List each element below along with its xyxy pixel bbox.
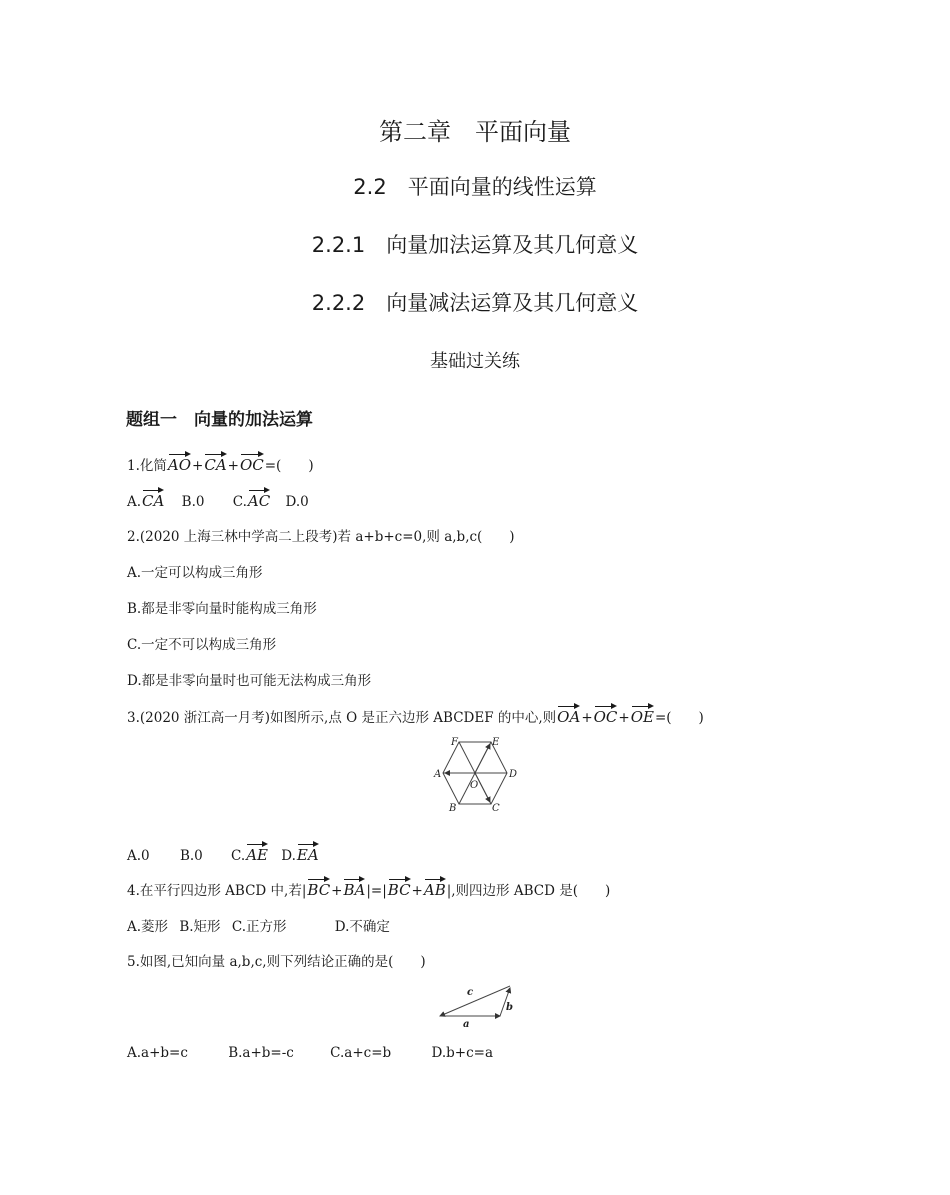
- vector-ab: AB: [424, 876, 446, 899]
- label-d: D: [509, 769, 518, 780]
- option-b: B.0: [179, 848, 203, 864]
- label-a: A: [434, 769, 442, 780]
- q2-option-a: A.一定可以构成三角形: [127, 565, 263, 581]
- vector-oc: OC: [240, 451, 264, 474]
- q2-option-b: B.都是非零向量时能构成三角形: [127, 601, 317, 617]
- label-c: c: [467, 987, 474, 998]
- question-1: [127, 451, 314, 474]
- practice-title: 基础过关练: [430, 351, 520, 372]
- option-d: D.b+c=a: [431, 1045, 493, 1061]
- group-title: 题组一 向量的加法运算: [126, 410, 313, 430]
- label-c: C: [492, 803, 500, 814]
- question-5: 5.如图,已知向量 a,b,c,则下列结论正确的是( ): [127, 954, 426, 970]
- option-c: C.a+c=b: [330, 1045, 392, 1061]
- q2-option-c: C.一定不可以构成三角形: [127, 637, 277, 653]
- q1-options: [127, 487, 309, 510]
- q5-options: [127, 1045, 493, 1061]
- q4-prefix: 4.在平行四边形 ABCD 中,若|: [127, 883, 307, 899]
- subsection-title-2: 2.2.2 向量减法运算及其几何意义: [311, 291, 639, 315]
- vector-ae: AE: [246, 841, 268, 864]
- option-c: C.正方形: [231, 919, 287, 935]
- chapter-title: 第二章 平面向量: [379, 118, 571, 146]
- option-d: D.不确定: [334, 919, 390, 935]
- vector-ca: CA: [204, 451, 226, 474]
- vector-ba: BA: [343, 876, 365, 899]
- q2-option-d: D.都是非零向量时也可能无法构成三角形: [127, 673, 372, 689]
- q4-options: [127, 915, 390, 935]
- vector-ea: EA: [297, 841, 319, 864]
- arrow-c: [440, 986, 510, 1016]
- plus-sign: +: [581, 710, 593, 726]
- vector-oe: OE: [631, 703, 654, 726]
- question-4: [127, 876, 610, 899]
- label-f: F: [451, 737, 458, 748]
- vector-oa: OA: [557, 703, 580, 726]
- option-c: C.: [231, 848, 246, 864]
- label-e: E: [492, 737, 500, 748]
- label-a: a: [463, 1019, 470, 1030]
- option-d: D.: [281, 848, 296, 864]
- option-a: A.a+b=c: [127, 1045, 188, 1061]
- label-b: B: [449, 803, 457, 814]
- question-3: [127, 703, 704, 726]
- option-b: B.0: [181, 494, 205, 510]
- plus-sign: +: [227, 458, 239, 474]
- vector-ca: CA: [142, 487, 164, 510]
- vector-ac: AC: [248, 487, 270, 510]
- option-c: C.: [232, 494, 247, 510]
- triangle-figure: [430, 978, 525, 1030]
- plus-sign: +: [192, 458, 204, 474]
- section-title: 2.2 平面向量的线性运算: [353, 175, 597, 199]
- plus-sign: +: [331, 883, 343, 899]
- plus-sign: +: [411, 883, 423, 899]
- plus-sign: +: [618, 710, 630, 726]
- subsection-title-1: 2.2.1 向量加法运算及其几何意义: [311, 233, 639, 257]
- q4-mid: |=|: [366, 883, 387, 899]
- q4-suffix: |,则四边形 ABCD 是( ): [446, 883, 611, 899]
- q3-prefix: 3.(2020 浙江高一月考)如图所示,点 O 是正六边形 ABCDEF 的中心,则: [127, 710, 557, 726]
- vector-ao: AO: [168, 451, 191, 474]
- option-a: A.: [127, 494, 142, 510]
- q1-prefix: 1.化简: [127, 458, 167, 474]
- hexagon-figure: [425, 733, 525, 819]
- q1-suffix: =( ): [264, 458, 314, 474]
- option-a: A.0: [127, 848, 150, 864]
- q3-suffix: =( ): [654, 710, 704, 726]
- vector-oc: OC: [594, 703, 618, 726]
- option-a: A.菱形: [127, 919, 169, 935]
- option-b: B.矩形: [179, 919, 221, 935]
- vector-bc: BC: [388, 876, 411, 899]
- question-2: 2.(2020 上海三林中学高二上段考)若 a+b+c=0,则 a,b,c( ): [127, 529, 515, 545]
- arrow-oe: [475, 744, 490, 773]
- label-b: b: [506, 1002, 513, 1013]
- vector-bc: BC: [307, 876, 330, 899]
- option-b: B.a+b=-c: [228, 1045, 294, 1061]
- label-o: O: [470, 780, 479, 791]
- q3-options: [127, 841, 320, 864]
- option-d: D.0: [285, 494, 309, 510]
